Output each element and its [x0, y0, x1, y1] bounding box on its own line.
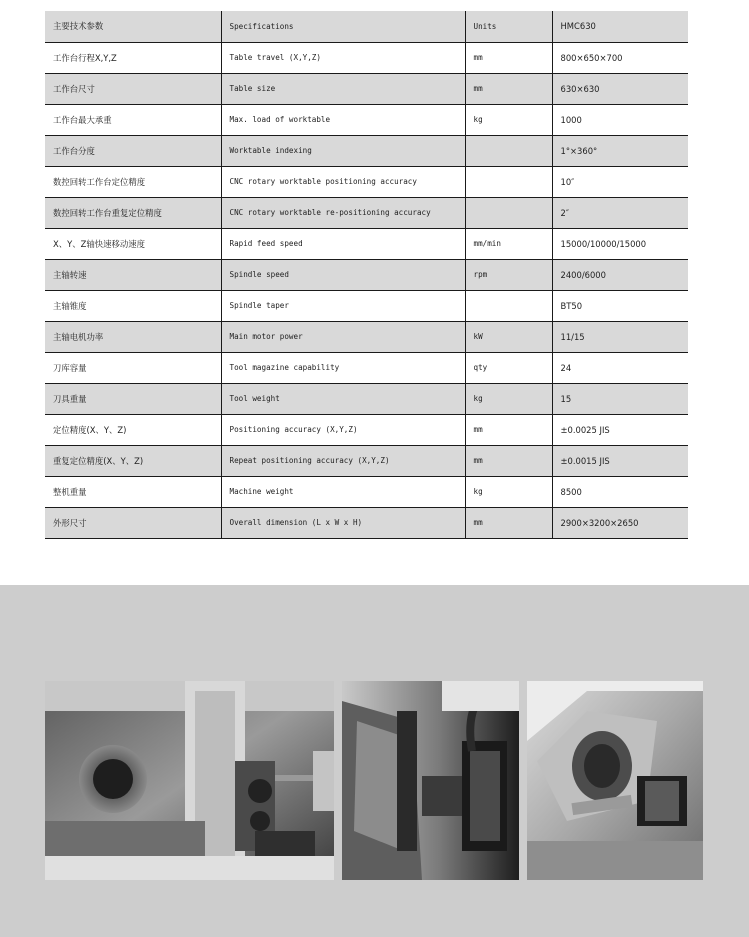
spec-name-zh: 主轴转速 — [45, 259, 221, 290]
spec-row — [45, 228, 688, 259]
spec-name-zh: 外形尺寸 — [45, 507, 221, 538]
spec-name-en: Rapid feed speed — [221, 228, 465, 259]
spec-name-zh: 主轴电机功率 — [45, 321, 221, 352]
spec-name-en: Tool weight — [221, 383, 465, 414]
spec-unit — [465, 135, 552, 166]
spec-value: 11/15 — [552, 321, 688, 352]
spec-unit: kg — [465, 476, 552, 507]
spec-name-en: Main motor power — [221, 321, 465, 352]
spec-row — [45, 259, 688, 290]
spec-name-en: CNC rotary worktable positioning accuracy — [221, 166, 465, 197]
spec-row — [45, 11, 688, 42]
spec-name-en: Table size — [221, 73, 465, 104]
spec-value: 2900×3200×2650 — [552, 507, 688, 538]
spec-unit: mm — [465, 73, 552, 104]
end-mill-cutting-photo — [527, 681, 703, 880]
rotary-table-fixture-photo — [342, 681, 519, 880]
spec-row — [45, 73, 688, 104]
spec-row — [45, 42, 688, 73]
spec-unit: mm — [465, 414, 552, 445]
specifications-table — [45, 11, 688, 539]
spec-name-en: Worktable indexing — [221, 135, 465, 166]
spec-row — [45, 321, 688, 352]
spec-unit — [465, 197, 552, 228]
spec-unit: kg — [465, 383, 552, 414]
spec-name-en: Max. load of worktable — [221, 104, 465, 135]
spec-name-en: Spindle speed — [221, 259, 465, 290]
spec-unit — [465, 290, 552, 321]
spec-name-en: Spindle taper — [221, 290, 465, 321]
spec-value: 800×650×700 — [552, 42, 688, 73]
spec-name-zh: 定位精度(X、Y、Z) — [45, 414, 221, 445]
spec-row — [45, 135, 688, 166]
spec-unit: qty — [465, 352, 552, 383]
spec-name-en: Specifications — [221, 11, 465, 42]
spec-unit: mm — [465, 445, 552, 476]
spec-value: HMC630 — [552, 11, 688, 42]
spec-row — [45, 414, 688, 445]
spec-value: 24 — [552, 352, 688, 383]
spec-name-en: Tool magazine capability — [221, 352, 465, 383]
spec-name-zh: 工作台尺寸 — [45, 73, 221, 104]
spec-name-en: Machine weight — [221, 476, 465, 507]
spec-name-zh: 主要技术参数 — [45, 11, 221, 42]
spec-name-zh: 工作台行程X,Y,Z — [45, 42, 221, 73]
spec-value: 1000 — [552, 104, 688, 135]
spec-unit: mm — [465, 42, 552, 73]
spec-name-zh: 刀具重量 — [45, 383, 221, 414]
spec-unit — [465, 166, 552, 197]
spec-name-zh: 工作台分度 — [45, 135, 221, 166]
spec-name-en: Table travel (X,Y,Z) — [221, 42, 465, 73]
spec-value: 2″ — [552, 197, 688, 228]
spec-unit: kg — [465, 104, 552, 135]
spec-row — [45, 197, 688, 228]
spec-unit: mm — [465, 507, 552, 538]
spec-row — [45, 166, 688, 197]
spec-name-zh: 整机重量 — [45, 476, 221, 507]
spec-value: 2400/6000 — [552, 259, 688, 290]
spec-value: ±0.0025 JIS — [552, 414, 688, 445]
spec-value: 15000/10000/15000 — [552, 228, 688, 259]
spec-unit: Units — [465, 11, 552, 42]
specifications-body — [45, 11, 688, 538]
machining-workpiece-photo — [45, 681, 334, 880]
spec-name-zh: 数控回转工作台定位精度 — [45, 166, 221, 197]
spec-value: ±0.0015 JIS — [552, 445, 688, 476]
spec-name-en: Overall dimension (L x W x H) — [221, 507, 465, 538]
spec-name-en: Repeat positioning accuracy (X,Y,Z) — [221, 445, 465, 476]
spec-row — [45, 104, 688, 135]
spec-name-zh: 重复定位精度(X、Y、Z) — [45, 445, 221, 476]
spec-name-zh: 数控回转工作台重复定位精度 — [45, 197, 221, 228]
spec-row — [45, 383, 688, 414]
spec-value: 1°×360° — [552, 135, 688, 166]
spec-unit: rpm — [465, 259, 552, 290]
spec-value: 10″ — [552, 166, 688, 197]
spec-name-zh: X、Y、Z轴快速移动速度 — [45, 228, 221, 259]
spec-unit: kW — [465, 321, 552, 352]
spec-value: 630×630 — [552, 73, 688, 104]
spec-name-zh: 主轴锥度 — [45, 290, 221, 321]
spec-name-en: Positioning accuracy (X,Y,Z) — [221, 414, 465, 445]
spec-value: 8500 — [552, 476, 688, 507]
spec-unit: mm/min — [465, 228, 552, 259]
spec-row — [45, 476, 688, 507]
spec-value: 15 — [552, 383, 688, 414]
spec-name-zh: 刀库容量 — [45, 352, 221, 383]
spec-row — [45, 445, 688, 476]
spec-row — [45, 352, 688, 383]
spec-name-zh: 工作台最大承重 — [45, 104, 221, 135]
spec-value: BT50 — [552, 290, 688, 321]
spec-row — [45, 507, 688, 538]
spec-name-en: CNC rotary worktable re-positioning accuracy — [221, 197, 465, 228]
spec-row — [45, 290, 688, 321]
